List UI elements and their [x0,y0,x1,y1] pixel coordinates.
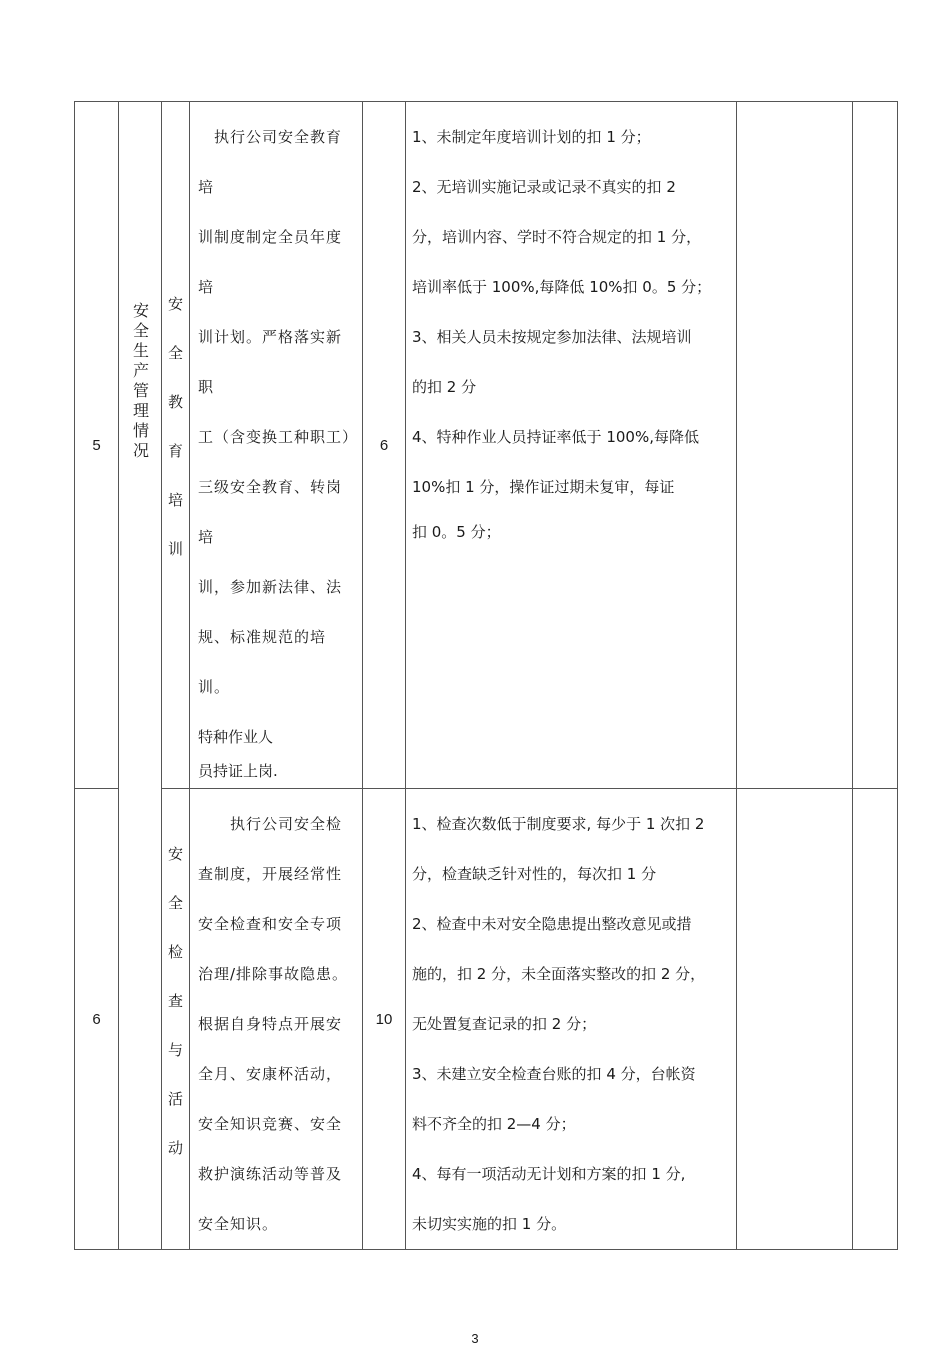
empty-cell [737,102,853,789]
criteria-line: 扣 0。5 分； [412,523,501,541]
row-number: 5 [75,102,119,789]
criteria-line: 1、未制定年度培训计划的扣 1 分； [412,128,651,146]
criteria-line: 料不齐全的扣 2—4 分； [412,1115,576,1133]
criteria-line: 的扣 2 分 [412,378,477,396]
criteria-line: 分，培训内容、学时不符合规定的扣 1 分， [412,228,702,246]
category-label: 安全生产管理情况 [130,302,150,462]
requirement-line: 员持证上岗. [198,762,278,780]
requirement-line: 特种作业人 [198,728,274,746]
criteria-line: 3、未建立安全检查台账的扣 4 分，台帐资 [412,1065,696,1083]
criteria-line: 4、每有一项活动无计划和方案的扣 1 分, [412,1165,686,1183]
empty-cell [853,789,898,1250]
requirement-line: 规、标准规范的培训。 [198,628,327,696]
requirement-line: 训制度制定全员年度培 [198,228,343,296]
criteria-line: 施的，扣 2 分，未全面落实整改的扣 2 分， [412,965,706,983]
criteria-line: 培训率低于 100%,每降低 10%扣 0。5 分； [412,278,712,296]
row-number: 6 [75,789,119,1250]
requirement-line: 训，参加新法律、法 [198,578,343,596]
requirement-line: 执行公司安全检 [198,815,343,833]
criteria-line: 2、无培训实施记录或记录不真实的扣 2 [412,178,676,196]
requirement-line: 三级安全教育、转岗培 [198,478,343,546]
criteria-line: 2、检查中未对安全隐患提出整改意见或措 [412,915,692,933]
empty-cell [853,102,898,789]
table-row [75,789,898,1250]
requirement-line: 治理/排除事故隐患。 [198,965,349,983]
score-cell: 10 [363,789,406,1250]
criteria-line: 分，检查缺乏针对性的，每次扣 1 分 [412,865,657,883]
criteria-cell [406,789,737,1250]
subcategory-cell [162,102,190,789]
requirement-line: 全月、安康杯活动， [198,1065,343,1083]
subcategory-label: 安全检查与活动 [166,845,184,1189]
requirement-line: 查制度，开展经常性 [198,865,343,883]
assessment-table [74,101,898,1250]
requirement-line: 安全知识竞赛、安全 [198,1115,343,1133]
criteria-line: 1、检查次数低于制度要求, 每少于 1 次扣 2 [412,815,705,833]
criteria-line: 未切实实施的扣 1 分。 [412,1215,567,1233]
requirement-cell [190,102,363,789]
category-cell [119,102,162,1250]
subcategory-cell [162,789,190,1250]
criteria-line: 无处置复查记录的扣 2 分； [412,1015,597,1033]
requirement-line: 安全检查和安全专项 [198,915,343,933]
requirement-cell [190,789,363,1250]
requirement-line: 执行公司安全教育培 [198,128,343,196]
table-row [75,102,898,789]
criteria-line: 3、相关人员未按规定参加法律、法规培训 [412,328,692,346]
requirement-line: 安全知识。 [198,1215,279,1233]
requirement-line: 训计划。严格落实新职 [198,328,343,396]
page-number: 3 [471,1331,479,1346]
criteria-line: 4、特种作业人员持证率低于 100%,每降低 [412,428,699,446]
requirement-line: 根据自身特点开展安 [198,1015,343,1033]
score-cell: 6 [363,102,406,789]
empty-cell [737,789,853,1250]
requirement-line: 救护演练活动等普及 [198,1165,343,1183]
requirement-line: 工（含变换工种职工） [198,428,359,446]
criteria-cell [406,102,737,789]
subcategory-label: 安全教育培训 [166,296,184,590]
criteria-line: 10%扣 1 分，操作证过期未复审，每证 [412,478,675,496]
